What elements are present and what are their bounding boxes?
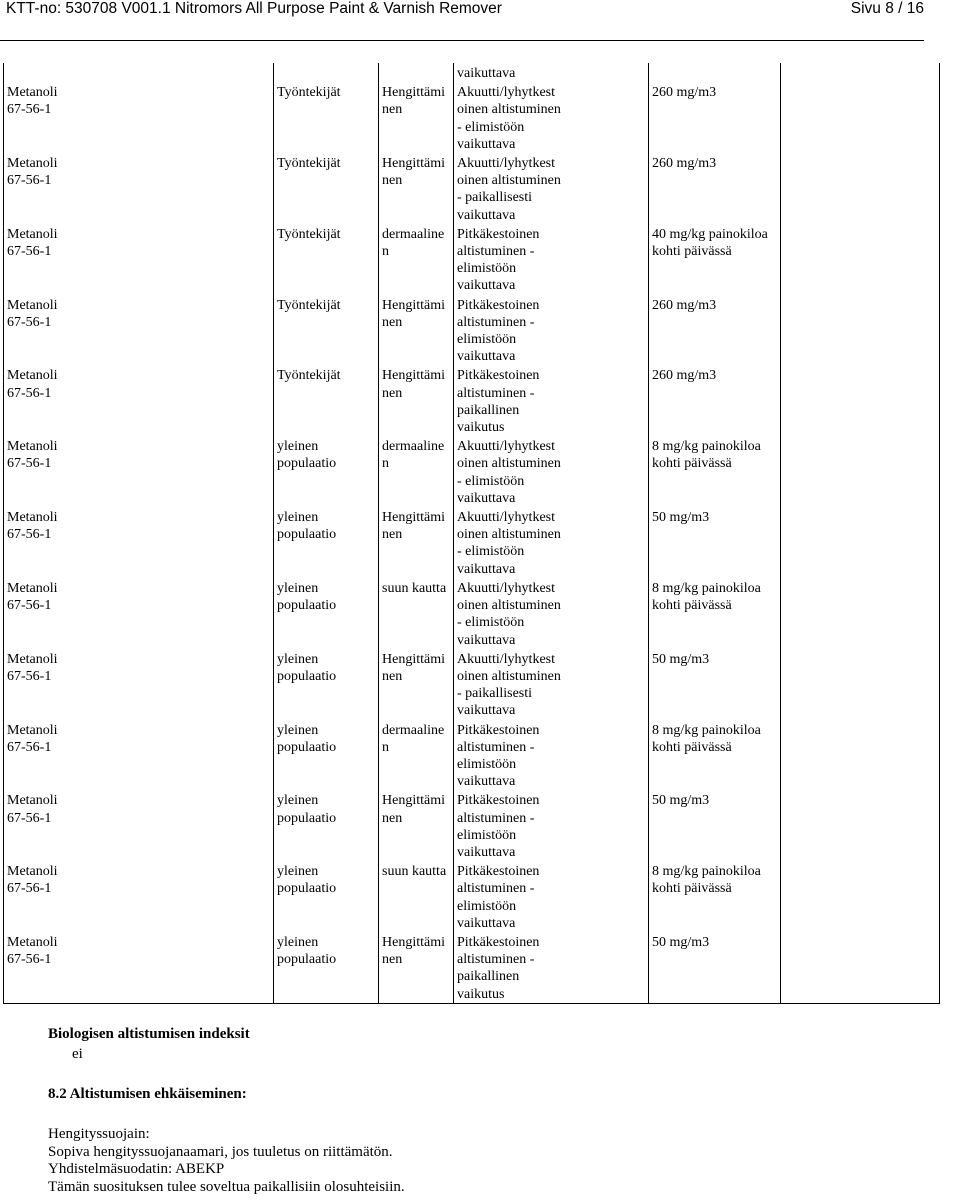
header-divider (0, 40, 924, 41)
effect-cell: Akuutti/lyhytkest oinen altistuminen - elimistöön vaikuttava (454, 507, 649, 578)
respiratory-line: Yhdistelmäsuodatin: ABEKP (48, 1161, 225, 1177)
population-cell: Työntekijät (274, 82, 379, 153)
empty-cell (781, 365, 940, 436)
substance-cell: Metanoli 67-56-1 (4, 365, 274, 436)
table-row-continued (4, 63, 940, 82)
route-cell: suun kautta (379, 861, 454, 932)
table-row (4, 436, 940, 507)
empty-cell (781, 436, 940, 507)
respiratory-line: Sopiva hengityssuojanaamari, jos tuuletus on riittämätön. (48, 1143, 393, 1160)
population-cell: yleinen populaatio (274, 790, 379, 861)
population-cell: Työntekijät (274, 224, 379, 295)
respiratory-protection (48, 1126, 405, 1196)
value-cell: 260 mg/m3 (649, 295, 781, 366)
route-cell: suun kautta (379, 578, 454, 649)
empty-cell (781, 649, 940, 720)
route-cell: Hengittämi nen (379, 507, 454, 578)
substance-cell: Metanoli 67-56-1 (4, 82, 274, 153)
biomonitoring-section (48, 1024, 250, 1064)
empty-cell (781, 720, 940, 791)
empty-cell (781, 932, 940, 1003)
population-cell: Työntekijät (274, 153, 379, 224)
substance-cell: Metanoli 67-56-1 (4, 153, 274, 224)
section-heading: 8.2 Altistumisen ehkäiseminen: (48, 1086, 247, 1102)
population-cell: yleinen populaatio (274, 861, 379, 932)
route-cell: Hengittämi nen (379, 932, 454, 1003)
value-cell: 50 mg/m3 (649, 790, 781, 861)
value-cell: 8 mg/kg painokiloa kohti päivässä (649, 436, 781, 507)
table-row (4, 861, 940, 932)
empty-cell (781, 861, 940, 932)
route-cell: Hengittämi nen (379, 82, 454, 153)
biomonitoring-heading: Biologisen altistumisen indeksit (48, 1026, 250, 1042)
population-cell: Työntekijät (274, 295, 379, 366)
route-cell: Hengittämi nen (379, 295, 454, 366)
effect-cell: Pitkäkestoinen altistuminen - elimistöön vaikuttava (454, 720, 649, 791)
value-cell: 50 mg/m3 (649, 649, 781, 720)
value-cell: 8 mg/kg painokiloa kohti päivässä (649, 861, 781, 932)
effect-cell: Akuutti/lyhytkest oinen altistuminen - elimistöön vaikuttava (454, 82, 649, 153)
respiratory-line: Tämän suosituksen tulee soveltua paikallisiin olosuhteisiin. (48, 1178, 405, 1195)
route-cell: Hengittämi nen (379, 365, 454, 436)
table-row (4, 790, 940, 861)
table-row (4, 507, 940, 578)
value-cell: 260 mg/m3 (649, 365, 781, 436)
respiratory-line: Hengityssuojain: (48, 1126, 150, 1142)
empty-cell (781, 507, 940, 578)
page-header (6, 0, 924, 20)
table-row (4, 224, 940, 295)
page-number: Sivu 8 / 16 (850, 0, 924, 17)
population-cell: yleinen populaatio (274, 578, 379, 649)
table-row (4, 82, 940, 153)
empty-cell (781, 82, 940, 153)
population-cell: yleinen populaatio (274, 507, 379, 578)
value-cell: 50 mg/m3 (649, 932, 781, 1003)
substance-cell: Metanoli 67-56-1 (4, 861, 274, 932)
population-cell: yleinen populaatio (274, 649, 379, 720)
route-cell: Hengittämi nen (379, 790, 454, 861)
population-cell: yleinen populaatio (274, 720, 379, 791)
empty-cell (781, 578, 940, 649)
substance-cell: Metanoli 67-56-1 (4, 720, 274, 791)
table-row (4, 153, 940, 224)
dnel-table (3, 63, 940, 1004)
document-title: KTT-no: 530708 V001.1 Nitromors All Purpose Paint & Varnish Remover (6, 0, 502, 17)
effect-cell: Akuutti/lyhytkest oinen altistuminen - elimistöön vaikuttava (454, 578, 649, 649)
substance-cell: Metanoli 67-56-1 (4, 295, 274, 366)
substance-cell: Metanoli 67-56-1 (4, 507, 274, 578)
empty-cell (781, 224, 940, 295)
effect-cell: Akuutti/lyhytkest oinen altistuminen - paikallisesti vaikuttava (454, 153, 649, 224)
population-cell: yleinen populaatio (274, 436, 379, 507)
table-row (4, 649, 940, 720)
substance-cell: Metanoli 67-56-1 (4, 649, 274, 720)
table-row (4, 720, 940, 791)
value-cell: 8 mg/kg painokiloa kohti päivässä (649, 720, 781, 791)
substance-cell: Metanoli 67-56-1 (4, 790, 274, 861)
effect-cell: vaikuttava (454, 63, 649, 82)
substance-cell: Metanoli 67-56-1 (4, 578, 274, 649)
population-cell: Työntekijät (274, 365, 379, 436)
table-row (4, 365, 940, 436)
empty-cell (781, 153, 940, 224)
empty-cell (781, 295, 940, 366)
value-cell: 260 mg/m3 (649, 153, 781, 224)
table-row (4, 578, 940, 649)
route-cell: dermaaline n (379, 436, 454, 507)
substance-cell: Metanoli 67-56-1 (4, 436, 274, 507)
effect-cell: Pitkäkestoinen altistuminen - elimistöön vaikuttava (454, 790, 649, 861)
substance-cell: Metanoli 67-56-1 (4, 932, 274, 1003)
route-cell: dermaaline n (379, 224, 454, 295)
value-cell: 260 mg/m3 (649, 82, 781, 153)
biomonitoring-value: ei (72, 1046, 83, 1062)
effect-cell: Akuutti/lyhytkest oinen altistuminen - paikallisesti vaikuttava (454, 649, 649, 720)
table-row (4, 932, 940, 1003)
population-cell: yleinen populaatio (274, 932, 379, 1003)
effect-cell: Pitkäkestoinen altistuminen - elimistöön vaikuttava (454, 861, 649, 932)
value-cell: 8 mg/kg painokiloa kohti päivässä (649, 578, 781, 649)
effect-cell: Akuutti/lyhytkest oinen altistuminen - elimistöön vaikuttava (454, 436, 649, 507)
table-row (4, 295, 940, 366)
empty-cell (781, 790, 940, 861)
value-cell: 50 mg/m3 (649, 507, 781, 578)
substance-cell: Metanoli 67-56-1 (4, 224, 274, 295)
effect-cell: Pitkäkestoinen altistuminen - paikallinen vaikutus (454, 365, 649, 436)
effect-cell: Pitkäkestoinen altistuminen - elimistöön vaikuttava (454, 295, 649, 366)
effect-cell: Pitkäkestoinen altistuminen - paikallinen vaikutus (454, 932, 649, 1003)
value-cell: 40 mg/kg painokiloa kohti päivässä (649, 224, 781, 295)
route-cell: dermaaline n (379, 720, 454, 791)
route-cell: Hengittämi nen (379, 153, 454, 224)
route-cell: Hengittämi nen (379, 649, 454, 720)
effect-cell: Pitkäkestoinen altistuminen - elimistöön vaikuttava (454, 224, 649, 295)
